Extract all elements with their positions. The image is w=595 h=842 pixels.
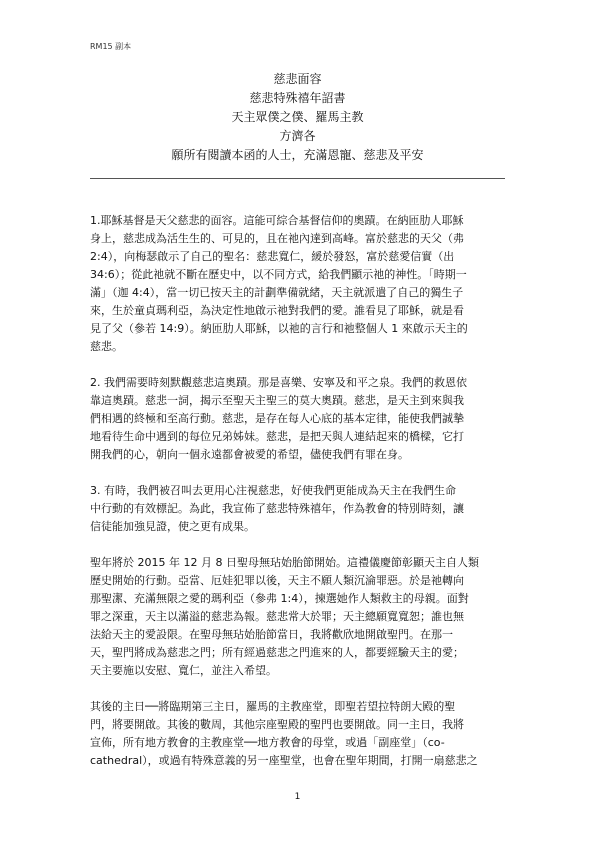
paragraph <box>90 374 505 464</box>
paragraph-line: 宣佈，所有地方教會的主教座堂──地方教會的母堂，或過「副座堂」（co- <box>90 736 445 749</box>
paragraph-line: 信徒能加強見證，使之更有成果。 <box>90 520 255 533</box>
greeting: 願所有閱讀本函的人士，充滿恩寵、慈悲及平安 <box>171 148 424 162</box>
paragraph-line: 聖年將於 2015 年 12 月 8 日聖母無玷始胎節開始。這禮儀慶節彰顯天主自人類 <box>90 556 479 569</box>
paragraph <box>90 698 505 770</box>
page-number: 1 <box>294 792 301 802</box>
paragraph-line: 們相遇的終極和至高行動。慈悲，是存在每人心底的基本定律，能使我們誠摯 <box>90 412 464 425</box>
paragraph-line: 來，生於童貞瑪利亞，為決定性地啟示祂對我們的愛。誰看見了耶穌，就是看 <box>90 304 464 317</box>
paragraph-line: 法給天主的愛設限。在聖母無玷始胎節當日，我將歡欣地開啟聖門。在那一 <box>90 628 453 641</box>
author-name: 方濟各 <box>279 129 316 143</box>
paragraph-line: 2:4），向梅瑟啟示了自己的聖名：慈悲寬仁，緩於發怒，富於慈愛信實（出 <box>90 250 455 263</box>
paragraph-line: 慈悲。 <box>90 340 123 353</box>
paragraph <box>90 554 505 680</box>
paragraph-line: 歷史開始的行動。亞當、厄娃犯罪以後，天主不願人類沉淪罪惡。於是祂轉向 <box>90 574 464 587</box>
paragraph-line: cathedral），或過有特殊意義的另一座聖堂，也會在聖年期間，打開一扇慈悲之 <box>90 754 478 767</box>
paragraph-line: 見了父（參若 14:9）。納匝肋人耶穌，以祂的言行和祂整個人 1 來啟示天主的 <box>90 322 468 335</box>
draft-label: RM15 副本 <box>90 42 132 51</box>
divider <box>90 178 505 179</box>
paragraph-line: 罪之深重，天主以滿溢的慈悲為報。慈悲常大於罪；天主總願寬寬恕；誰也無 <box>90 610 464 623</box>
title-block <box>90 70 505 165</box>
paragraph <box>90 212 505 356</box>
document-subtitle: 慈悲特殊禧年詔書 <box>249 91 346 105</box>
paragraph-line: 2. 我們需要時刻默觀慈悲這奧蹟。那是喜樂、安寧及和平之泉。我們的救恩依 <box>90 376 467 389</box>
paragraph-line: 靠這奧蹟。慈悲一詞，揭示至聖天主聖三的莫大奧蹟。慈悲，是天主到來與我 <box>90 394 464 407</box>
paragraph-line: 門，將要開啟。其後的數周，其他宗座聖殿的聖門也要開啟。同一主日，我將 <box>90 718 464 731</box>
paragraph-line: 身上，慈悲成為活生生的、可見的，且在祂內達到高峰。富於慈悲的天父（弗 <box>90 232 464 245</box>
paragraph-line: 天主要施以安慰、寬仁，並注入希望。 <box>90 664 277 677</box>
paragraph-line: 3. 有時，我們被召叫去更用心注視慈悲，好使我們更能成為天主在我們生命 <box>90 484 456 497</box>
paragraph-line: 開我們的心，朝向一個永遠都會被愛的希望，儘使我們有罪在身。 <box>90 448 409 461</box>
document-title: 慈悲面容 <box>273 72 322 86</box>
paragraph-line: 1.耶穌基督是天父慈悲的面容。這能可綜合基督信仰的奧蹟。在納匝肋人耶穌 <box>90 214 464 227</box>
author-title: 天主眾僕之僕、羅馬主教 <box>231 110 364 124</box>
paragraph-line: 天，聖門將成為慈悲之門；所有經過慈悲之門進來的人，都要經驗天主的愛； <box>90 646 464 659</box>
paragraph <box>90 482 505 536</box>
paragraph-line: 地看待生命中遇到的每位兄弟姊妹。慈悲，是把天與人連結起來的橋樑，它打 <box>90 430 464 443</box>
paragraph-line: 其後的主日──將臨期第三主日，羅馬的主教座堂，即聖若望拉特朗大殿的聖 <box>90 700 456 713</box>
paragraph-line: 34:6）；從此祂就不斷在歷史中，以不同方式，給我們顯示祂的神性。「時期一 <box>90 268 467 281</box>
paragraph-line: 中行動的有效標記。為此，我宣佈了慈悲特殊禧年，作為教會的特別時刻，讓 <box>90 502 464 515</box>
paragraph-line: 滿」（迦 4:4），當一切已按天主的計劃準備就緒，天主就派遣了自己的獨生子 <box>90 286 464 299</box>
document-body <box>90 212 505 788</box>
paragraph-line: 那聖潔、充滿無限之愛的瑪利亞（參弗 1:4），揀選她作人類救主的母親。面對 <box>90 592 469 605</box>
